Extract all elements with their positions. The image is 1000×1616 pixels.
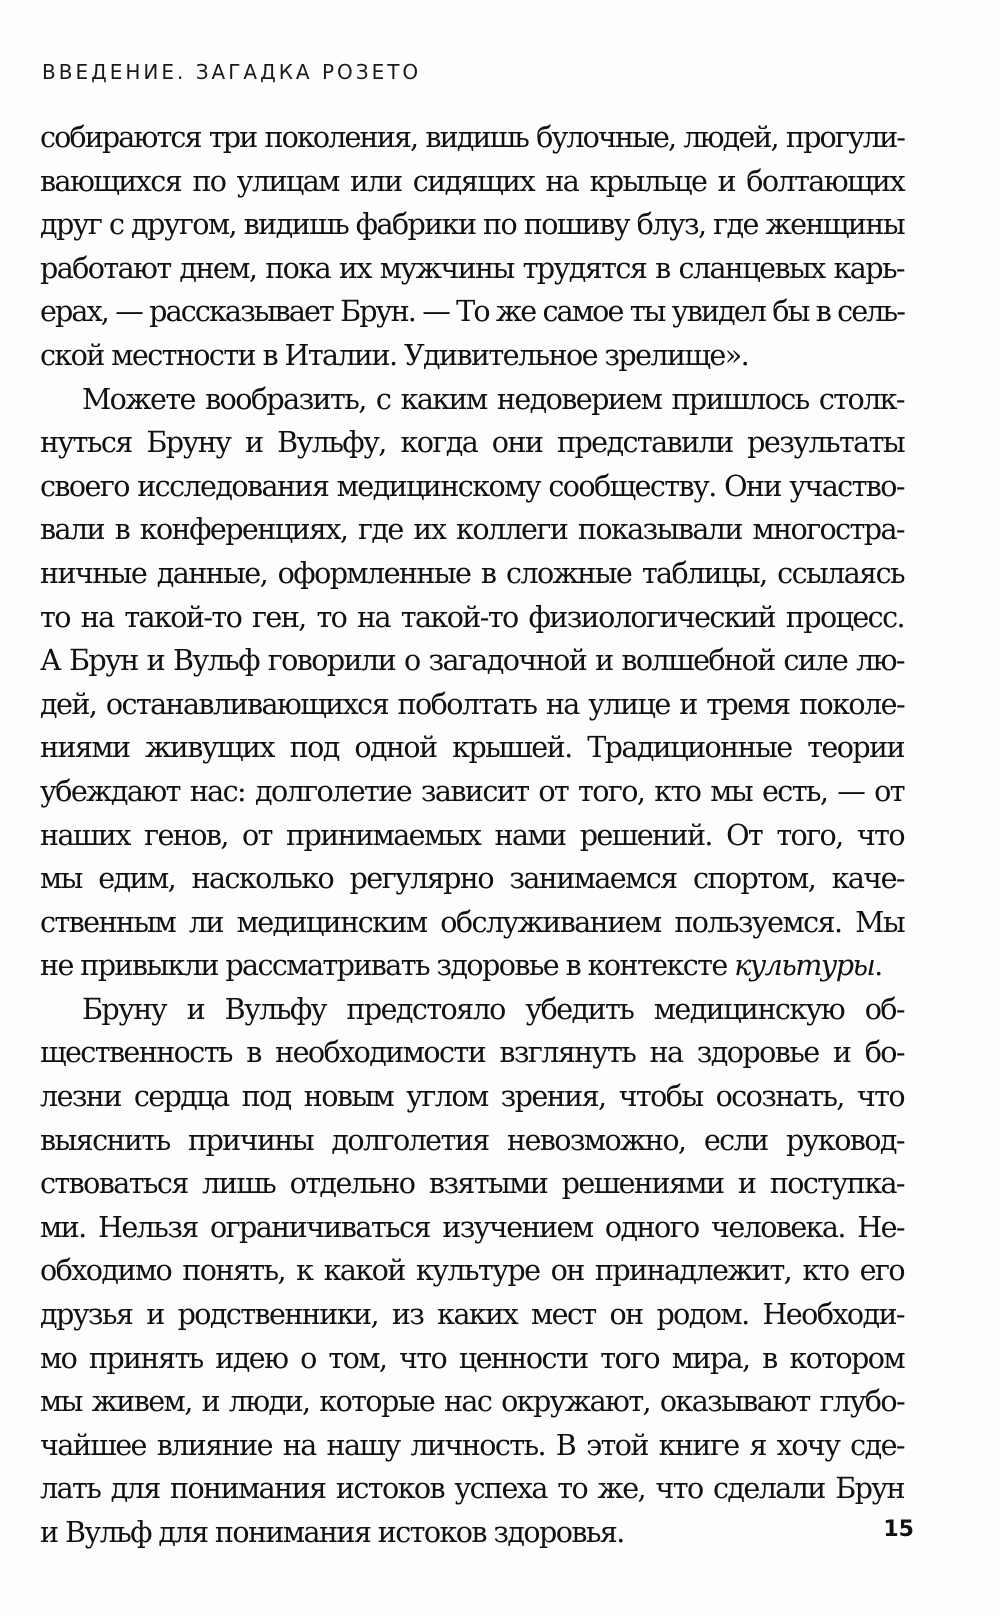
text-line: ми. Нельзя ограничиваться изучением одного человека. Не- — [40, 1209, 904, 1244]
text-line: Бруну и Вульфу предстояло убедить медицинскую об- — [82, 991, 904, 1026]
paragraph-2 — [40, 378, 904, 988]
text-line: собираются три поколения, видишь булочные, людей, прогули- — [40, 120, 904, 154]
text-line: ской местности в Италии. Удивительное зрелище». — [40, 337, 749, 372]
text-line: нуться Бруну и Вульфу, когда они представили результаты — [40, 425, 904, 460]
text-line: мы едим, насколько регулярно занимаемся спортом, каче- — [40, 861, 904, 896]
paragraph-3 — [40, 988, 904, 1555]
text-line: своего исследования медицинскому сообществу. Они участво- — [40, 468, 904, 503]
text-line: чайшее влияние на нашу личность. В этой книге я хочу сде- — [40, 1427, 904, 1462]
text-line: ничные данные, оформленные в сложные таблицы, ссылаясь — [40, 555, 904, 590]
running-header: ВВЕДЕНИЕ. ЗАГАДКА РОЗЕТО — [42, 60, 422, 84]
text-line: друзья и родственники, из каких мест он родом. Необходи- — [40, 1297, 904, 1332]
text-line: лезни сердца под новым углом зрения, чтобы осознать, что — [40, 1079, 904, 1114]
text-line: Можете вообразить, с каким недоверием пришлось столк- — [82, 381, 904, 416]
text-line: выяснить причины долголетия невозможно, если руковод- — [40, 1122, 904, 1157]
text-line: мы живем, и люди, которые нас окружают, оказывают глубо- — [40, 1384, 904, 1419]
text-line: то на такой-то ген, то на такой-то физиологический процесс. — [40, 599, 904, 634]
text-line: убеждают нас: долголетие зависит от того, кто мы есть, — от — [40, 773, 904, 808]
paragraph-1 — [40, 116, 904, 378]
text-line: работают днем, пока их мужчины трудятся в сланцевых карь- — [40, 250, 904, 285]
text-line: наших генов, от принимаемых нами решений. От того, что — [40, 817, 904, 852]
text-line: мо принять идею о том, что ценности того мира, в котором — [40, 1340, 904, 1375]
text-line: ниями живущих под одной крышей. Традиционные теории — [40, 730, 904, 765]
text-run: не привыкли рассматривать здоровье в контексте — [40, 948, 735, 983]
text-line-emphasis — [40, 944, 904, 988]
text-line: ственным ли медицинским обслуживанием пользуемся. Мы — [40, 904, 904, 939]
text-line: обходимо понять, к какой культуре он принадлежит, кто его — [40, 1253, 904, 1288]
text-line: и Вульф для понимания истоков здоровья. — [40, 1515, 624, 1549]
text-line: вающихся по улицам или сидящих на крыльце и болтающих — [40, 163, 904, 198]
text-line: дей, останавливающихся поболтать на улице и тремя поколе- — [40, 686, 904, 721]
text-line: лать для понимания истоков успеха то же, что сделали Брун — [40, 1471, 904, 1506]
text-run: . — [874, 948, 882, 983]
body-text — [40, 116, 904, 1555]
text-line: щественность в необходимости взглянуть на здоровье и бо- — [40, 1035, 904, 1070]
page-number: 15 — [883, 1517, 914, 1542]
emphasized-word: культуры — [734, 948, 875, 983]
text-line: друг с другом, видишь фабрики по пошиву блуз, где женщины — [40, 207, 904, 242]
text-line: ствоваться лишь отдельно взятыми решениями и поступка- — [40, 1166, 904, 1201]
text-line: вали в конференциях, где их коллеги показывали многостра- — [40, 512, 904, 547]
text-line: ерах, — рассказывает Брун. — То же самое ты увидел бы в сель- — [40, 294, 904, 329]
text-line: А Брун и Вульф говорили о загадочной и волшебной силе лю- — [40, 643, 904, 678]
